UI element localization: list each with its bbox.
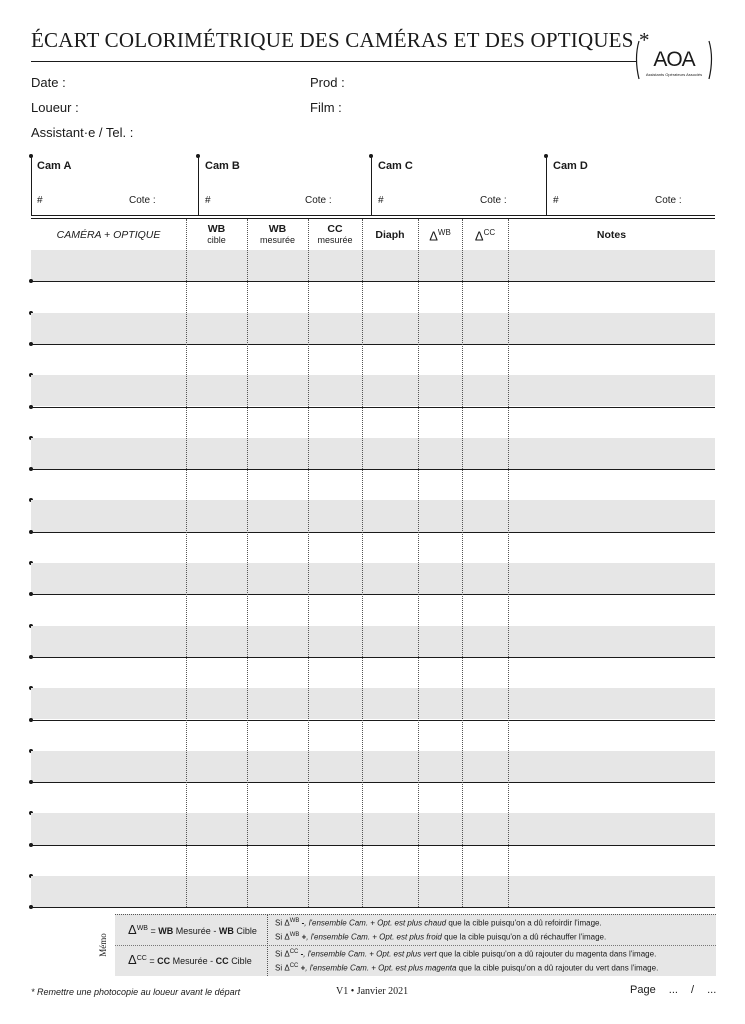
film-field[interactable]: Film : [310,100,342,115]
table-row[interactable] [31,782,715,813]
col-header-cc-mesuree: CC mesurée [317,223,353,245]
cam-b-tick [198,156,199,216]
table-row[interactable] [31,250,715,281]
aoa-logo [633,37,715,83]
table-row[interactable] [31,281,715,312]
cam-b-label: Cam B [205,160,240,172]
cam-a-tick [31,156,32,216]
column-divider [308,219,309,907]
table-row[interactable] [31,720,715,751]
memo-wb-formula: $\Delta^{WB}$ = WB Mesurée - WB Cible [128,922,257,937]
memo-mid-rule [115,945,716,946]
memo-line-cc-plus: Si $\Delta^{CC}$ +, l'ensemble Cam. + Opt. est plus magenta que la cible puisqu'on a dû rajouter du vert dans l'image. [275,963,659,973]
cam-c-cote[interactable]: Cote : [480,195,507,206]
col-header-camera-optique: CAMÉRA + OPTIQUE [56,229,161,241]
memo-top-rule [115,914,716,915]
row-rule [31,907,715,908]
table-row[interactable] [31,657,715,688]
table-row[interactable] [31,438,715,469]
column-divider [186,219,187,907]
col-header-wb-mesuree: WB mesurée [259,223,295,245]
table-row[interactable] [31,813,715,844]
col-header-notes: Notes [596,229,627,241]
table-row[interactable] [31,845,715,876]
table-row[interactable] [31,407,715,438]
cam-a-cote[interactable]: Cote : [129,195,156,206]
cam-a-number[interactable]: # [37,195,43,206]
column-divider [418,219,419,907]
cam-d-label: Cam D [553,160,588,172]
table-row[interactable] [31,313,715,344]
table-row[interactable] [31,626,715,657]
memo-cc-formula: $\Delta^{CC}$ = CC Mesurée - CC Cible [128,952,252,967]
column-divider [508,219,509,907]
cam-b-cote[interactable]: Cote : [305,195,332,206]
table-row[interactable] [31,375,715,406]
footer-note: * Remettre une photocopie au loueur avant le départ [31,987,241,997]
cam-c-tick [371,156,372,216]
logo-subtitle: Assistants Opérateurs Associés [645,72,703,77]
page-title: ÉCART COLORIMÉTRIQUE DES CAMÉRAS ET DES OPTIQUES * [31,28,650,52]
table-row[interactable] [31,469,715,500]
memo-line-wb-plus: Si $\Delta^{WB}$ +, l'ensemble Cam. + Opt. est plus froid que la cible puisqu'on a dû réchauffer l'image. [275,932,607,942]
assistant-field[interactable]: Assistant·e / Tel. : [31,125,134,140]
table-row[interactable] [31,344,715,375]
logo-letters: AOA [653,48,695,71]
table-row[interactable] [31,532,715,563]
loueur-field[interactable]: Loueur : [31,100,79,115]
table-top-rule [31,215,715,216]
title-rule [31,61,637,62]
col-header-wb-cible: WB cible [207,223,226,245]
table-row[interactable] [31,751,715,782]
prod-field[interactable]: Prod : [310,75,345,90]
cam-b-number[interactable]: # [205,195,211,206]
cam-a-label: Cam A [37,160,72,172]
cam-c-number[interactable]: # [378,195,384,206]
memo-label: Mémo [98,933,108,957]
footer-version: V1 • Janvier 2021 [336,986,409,997]
memo-line-cc-minus: Si $\Delta^{CC}$ -, l'ensemble Cam. + Opt. est plus vert que la cible puisqu'on a dû rajouter du magenta dans l'image. [275,949,657,959]
table-row[interactable] [31,500,715,531]
table-row[interactable] [31,688,715,719]
table-row[interactable] [31,876,715,907]
memo-line-wb-minus: Si $\Delta^{WB}$ -, l'ensemble Cam. + Opt. est plus chaud que la cible puisqu'on a dû refoirdir l'image. [275,918,602,928]
footer-page[interactable]: Page ... / ... [630,984,717,996]
column-divider [247,219,248,907]
date-field[interactable]: Date : [31,75,66,90]
memo-divider [267,914,268,976]
table-row[interactable] [31,594,715,625]
table-top-rule-2 [31,218,715,219]
table-row[interactable] [31,563,715,594]
cam-d-cote[interactable]: Cote : [655,195,682,206]
cam-c-label: Cam C [378,160,413,172]
cam-d-tick [546,156,547,216]
cam-d-number[interactable]: # [553,195,559,206]
col-header-delta-wb: $\Delta^{WB}$ [429,228,451,244]
row-dot [29,905,33,909]
col-header-diaph: Diaph [375,229,405,241]
column-divider [462,219,463,907]
column-divider [362,219,363,907]
col-header-delta-cc: $\Delta^{CC}$ [474,228,496,244]
